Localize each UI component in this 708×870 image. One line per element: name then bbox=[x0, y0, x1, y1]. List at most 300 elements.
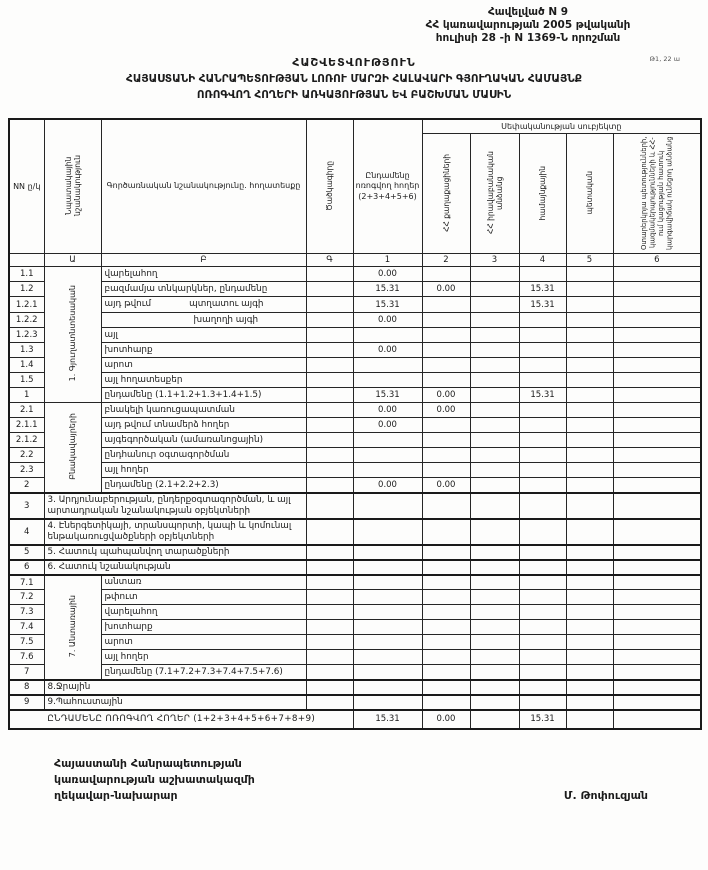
value-cell bbox=[353, 373, 422, 388]
subject-column-header bbox=[566, 134, 613, 254]
value-cell bbox=[566, 328, 613, 343]
value-cell bbox=[353, 590, 422, 605]
value-cell bbox=[519, 695, 566, 710]
land-type-label: խաղողի այգի bbox=[101, 313, 306, 328]
land-type-label: այլ հողատեսքեր bbox=[101, 373, 306, 388]
value-cell bbox=[566, 297, 613, 313]
value-cell bbox=[519, 650, 566, 665]
value-cell bbox=[519, 433, 566, 448]
row-number: 1 bbox=[9, 388, 44, 403]
col-header-purpose bbox=[44, 119, 101, 254]
row-number: 7.1 bbox=[9, 575, 44, 590]
subject-column-header bbox=[613, 134, 701, 254]
table-row bbox=[9, 560, 701, 575]
value-cell bbox=[422, 620, 470, 635]
land-type-label: 5. Հատուկ պահպանվող տարածքների bbox=[44, 545, 306, 560]
value-cell bbox=[470, 373, 519, 388]
table-row bbox=[9, 493, 701, 519]
value-cell bbox=[519, 620, 566, 635]
code-cell bbox=[306, 493, 353, 519]
value-cell bbox=[613, 710, 701, 729]
signatory-line: Հայաստանի Հանրապետության bbox=[54, 756, 242, 770]
value-cell bbox=[470, 710, 519, 729]
signature-name: Մ. Թոփուզյան bbox=[563, 788, 648, 802]
table-row bbox=[9, 650, 701, 665]
code-cell bbox=[306, 313, 353, 328]
appendix-block bbox=[358, 6, 698, 45]
col-header-total: Ընդամենը ոռոգվող հողեր (2+3+4+5+6) bbox=[353, 119, 422, 254]
row-number: 1.2 bbox=[9, 282, 44, 297]
value-cell bbox=[353, 695, 422, 710]
value-cell bbox=[519, 635, 566, 650]
value-cell bbox=[566, 403, 613, 418]
land-type-label: խոտհարք bbox=[101, 620, 306, 635]
appendix-line: հուլիսի 28 -ի N 1369-Ն որոշման bbox=[435, 32, 621, 45]
value-cell bbox=[519, 267, 566, 282]
value-cell bbox=[566, 267, 613, 282]
value-cell bbox=[519, 463, 566, 478]
value-cell bbox=[519, 313, 566, 328]
value-cell bbox=[353, 605, 422, 620]
code-cell bbox=[306, 343, 353, 358]
row-number: 1.4 bbox=[9, 358, 44, 373]
value-cell bbox=[422, 267, 470, 282]
value-cell bbox=[566, 463, 613, 478]
col-header-purpose-label: Նպատակային նշանակություն bbox=[63, 155, 82, 217]
subject-column-header bbox=[470, 134, 519, 254]
code-cell bbox=[306, 388, 353, 403]
value-cell bbox=[470, 635, 519, 650]
value-cell bbox=[613, 403, 701, 418]
column-key: Գ bbox=[306, 254, 353, 267]
table-row bbox=[9, 297, 701, 313]
value-cell bbox=[566, 575, 613, 590]
column-key: 2 bbox=[422, 254, 470, 267]
column-key: 5 bbox=[566, 254, 613, 267]
value-cell bbox=[470, 282, 519, 297]
value-cell bbox=[422, 343, 470, 358]
value-cell: 0.00 bbox=[353, 403, 422, 418]
code-cell bbox=[306, 545, 353, 560]
value-cell bbox=[566, 448, 613, 463]
value-cell: 0.00 bbox=[422, 710, 470, 729]
value-cell bbox=[470, 575, 519, 590]
appendix-line: Հավելված N 9 bbox=[487, 6, 569, 18]
value-cell bbox=[470, 560, 519, 575]
section-label bbox=[44, 575, 101, 680]
value-cell bbox=[566, 710, 613, 729]
subject-column-label: ՀՀ քաղաքացիների bbox=[441, 153, 451, 232]
row-number: 2.1 bbox=[9, 403, 44, 418]
value-cell bbox=[566, 650, 613, 665]
handwritten-note: Թ1, 22 ա bbox=[649, 55, 680, 64]
table-row bbox=[9, 403, 701, 418]
code-cell bbox=[306, 650, 353, 665]
land-type-label: վարելահող bbox=[101, 267, 306, 282]
value-cell bbox=[422, 665, 470, 680]
value-cell: 0.00 bbox=[353, 343, 422, 358]
value-cell bbox=[353, 519, 422, 545]
title-line-2: ՈՌՈԳՎՈՂ ՀՈՂԵՐԻ ԱՌԿԱՅՈՒԹՅԱՆ ԵՎ ԲԱՇԽՄԱՆ ՄԱՍԻՆ bbox=[196, 89, 512, 102]
land-type-label: անտառ bbox=[101, 575, 306, 590]
code-cell bbox=[306, 478, 353, 493]
value-cell bbox=[470, 328, 519, 343]
value-cell bbox=[613, 605, 701, 620]
report-label: ՀԱՇՎԵՏՎՈՒԹՅՈՒՆ bbox=[292, 56, 416, 70]
column-key: Ա bbox=[44, 254, 101, 267]
value-cell bbox=[353, 575, 422, 590]
table-row bbox=[9, 680, 701, 695]
row-number: 1.2.3 bbox=[9, 328, 44, 343]
value-cell bbox=[613, 635, 701, 650]
value-cell bbox=[470, 463, 519, 478]
table-row bbox=[9, 448, 701, 463]
value-cell bbox=[422, 545, 470, 560]
value-cell bbox=[470, 493, 519, 519]
row-number: 9 bbox=[9, 695, 44, 710]
value-cell bbox=[613, 448, 701, 463]
value-cell: 0.00 bbox=[422, 403, 470, 418]
land-type-label-part: պտղատու այգի bbox=[189, 299, 264, 310]
row-number: 2.2 bbox=[9, 448, 44, 463]
value-cell bbox=[422, 605, 470, 620]
code-cell bbox=[306, 282, 353, 297]
value-cell bbox=[470, 267, 519, 282]
value-cell bbox=[470, 433, 519, 448]
code-cell bbox=[306, 267, 353, 282]
value-cell bbox=[613, 620, 701, 635]
value-cell bbox=[566, 433, 613, 448]
land-type-label: արոտ bbox=[101, 635, 306, 650]
column-key: 4 bbox=[519, 254, 566, 267]
appendix-line: ՀՀ կառավարության 2005 թվականի bbox=[425, 19, 631, 32]
value-cell bbox=[422, 448, 470, 463]
subject-column-label: Օտարերկրյա պետությունների, կազմակերպությունների և ՀՀ-ում կացության հատուկ կարգավիճակ ունեցող անձանց bbox=[639, 136, 674, 250]
value-cell bbox=[470, 695, 519, 710]
report-title bbox=[0, 72, 708, 104]
value-cell bbox=[613, 575, 701, 590]
table-row bbox=[9, 358, 701, 373]
value-cell bbox=[566, 478, 613, 493]
col-header-nn: NN ը/կ bbox=[9, 119, 44, 254]
value-cell bbox=[613, 358, 701, 373]
value-cell bbox=[353, 493, 422, 519]
value-cell bbox=[566, 373, 613, 388]
table-row bbox=[9, 710, 701, 729]
value-cell bbox=[353, 545, 422, 560]
column-key: 6 bbox=[613, 254, 701, 267]
code-cell bbox=[306, 575, 353, 590]
row-number: 7.5 bbox=[9, 635, 44, 650]
value-cell bbox=[613, 478, 701, 493]
land-type-label: 9.Պահուստային bbox=[44, 695, 306, 710]
value-cell bbox=[566, 313, 613, 328]
table-row bbox=[9, 478, 701, 493]
value-cell bbox=[470, 448, 519, 463]
value-cell bbox=[470, 403, 519, 418]
value-cell bbox=[613, 282, 701, 297]
value-cell bbox=[519, 605, 566, 620]
land-type-label: այլ հողեր bbox=[101, 650, 306, 665]
code-cell bbox=[306, 635, 353, 650]
value-cell bbox=[519, 478, 566, 493]
land-type-label: այլ հողեր bbox=[101, 463, 306, 478]
group-header-ownership: Սեփականության սուբյեկտը bbox=[422, 119, 701, 134]
value-cell bbox=[422, 493, 470, 519]
table-body bbox=[9, 267, 701, 729]
col-header-code bbox=[306, 119, 353, 254]
subject-column-label: ՀՀ իրավաբանական անձանց bbox=[485, 151, 504, 235]
value-cell bbox=[353, 560, 422, 575]
value-cell bbox=[470, 358, 519, 373]
row-number: 6 bbox=[9, 560, 44, 575]
value-cell bbox=[613, 297, 701, 313]
value-cell bbox=[422, 328, 470, 343]
signatory-line: ղեկավար-նախարար bbox=[54, 788, 178, 802]
value-cell bbox=[470, 545, 519, 560]
code-cell bbox=[306, 448, 353, 463]
land-type-label: 6. Հատուկ նշանակության bbox=[44, 560, 306, 575]
land-type-label: վարելահող bbox=[101, 605, 306, 620]
row-number: 1.1 bbox=[9, 267, 44, 282]
land-type-label: այդ թվում տնամերձ հողեր bbox=[101, 418, 306, 433]
value-cell bbox=[470, 680, 519, 695]
value-cell bbox=[566, 635, 613, 650]
table-row bbox=[9, 590, 701, 605]
table-row bbox=[9, 388, 701, 403]
code-cell bbox=[306, 358, 353, 373]
value-cell bbox=[422, 358, 470, 373]
value-cell bbox=[519, 373, 566, 388]
row-number: 7 bbox=[9, 665, 44, 680]
value-cell bbox=[353, 650, 422, 665]
code-cell bbox=[306, 605, 353, 620]
value-cell bbox=[613, 680, 701, 695]
row-number: 3 bbox=[9, 493, 44, 519]
table-row bbox=[9, 545, 701, 560]
value-cell bbox=[566, 590, 613, 605]
row-number: 1.5 bbox=[9, 373, 44, 388]
value-cell bbox=[470, 478, 519, 493]
value-cell bbox=[422, 575, 470, 590]
value-cell bbox=[353, 620, 422, 635]
value-cell bbox=[353, 635, 422, 650]
value-cell bbox=[519, 358, 566, 373]
value-cell bbox=[519, 519, 566, 545]
value-cell bbox=[470, 590, 519, 605]
value-cell: 0.00 bbox=[353, 478, 422, 493]
value-cell bbox=[613, 665, 701, 680]
table-row bbox=[9, 373, 701, 388]
value-cell bbox=[422, 635, 470, 650]
title-line-1: ՀԱՅԱՍՏԱՆԻ ՀԱՆՐԱՊԵՏՈՒԹՅԱՆ ԼՈՌՈՒ ՄԱՐԶԻ ՀԱԼԱՎԱՐԻ ԳՅՈՒՂԱԿԱՆ ՀԱՄԱՅՆՔ bbox=[125, 73, 583, 86]
col-header-functional: Գործառնական նշանակությունը. հողատեսքը bbox=[101, 119, 306, 254]
value-cell bbox=[613, 545, 701, 560]
value-cell: 15.31 bbox=[519, 388, 566, 403]
value-cell bbox=[422, 560, 470, 575]
code-cell bbox=[306, 328, 353, 343]
value-cell bbox=[422, 418, 470, 433]
value-cell bbox=[519, 343, 566, 358]
value-cell bbox=[519, 680, 566, 695]
table-row bbox=[9, 620, 701, 635]
value-cell bbox=[353, 433, 422, 448]
value-cell bbox=[470, 343, 519, 358]
value-cell bbox=[613, 695, 701, 710]
value-cell bbox=[422, 680, 470, 695]
column-key-row bbox=[9, 254, 701, 267]
value-cell: 0.00 bbox=[422, 282, 470, 297]
row-number: 2 bbox=[9, 478, 44, 493]
table-row bbox=[9, 433, 701, 448]
row-number: 7.6 bbox=[9, 650, 44, 665]
code-cell bbox=[306, 620, 353, 635]
value-cell: 15.31 bbox=[353, 710, 422, 729]
row-number: 1.2.1 bbox=[9, 297, 44, 313]
value-cell bbox=[613, 328, 701, 343]
value-cell bbox=[519, 448, 566, 463]
value-cell bbox=[613, 519, 701, 545]
land-type-label bbox=[102, 297, 306, 312]
table-row bbox=[9, 575, 701, 590]
value-cell bbox=[613, 560, 701, 575]
code-cell bbox=[306, 433, 353, 448]
row-number: 2.1.1 bbox=[9, 418, 44, 433]
value-cell: 15.31 bbox=[353, 388, 422, 403]
section-label-text: 1. Գյուղատնտեսական bbox=[67, 285, 77, 382]
code-cell bbox=[306, 665, 353, 680]
value-cell bbox=[353, 448, 422, 463]
column-key bbox=[9, 254, 44, 267]
subject-column-header bbox=[422, 134, 470, 254]
value-cell bbox=[353, 358, 422, 373]
value-cell bbox=[353, 665, 422, 680]
row-number: 7.4 bbox=[9, 620, 44, 635]
value-cell bbox=[470, 519, 519, 545]
value-cell bbox=[566, 560, 613, 575]
subject-column-header bbox=[519, 134, 566, 254]
value-cell bbox=[519, 403, 566, 418]
signatory-line: կառավարության աշխատակազմի bbox=[54, 772, 255, 786]
land-type-label: ընդամենը (7.1+7.2+7.3+7.4+7.5+7.6) bbox=[101, 665, 306, 680]
irrigated-lands-table bbox=[8, 118, 702, 730]
value-cell bbox=[566, 620, 613, 635]
value-cell: 0.00 bbox=[353, 418, 422, 433]
section-label bbox=[44, 267, 101, 403]
land-type-label-part: այդ թվում bbox=[104, 299, 152, 310]
column-key: 3 bbox=[470, 254, 519, 267]
value-cell bbox=[470, 388, 519, 403]
value-cell bbox=[566, 665, 613, 680]
table-row bbox=[9, 328, 701, 343]
value-cell bbox=[470, 418, 519, 433]
value-cell bbox=[519, 590, 566, 605]
row-number: 2.1.2 bbox=[9, 433, 44, 448]
value-cell bbox=[353, 328, 422, 343]
row-number: 1.3 bbox=[9, 343, 44, 358]
value-cell bbox=[566, 519, 613, 545]
table-row bbox=[9, 635, 701, 650]
value-cell bbox=[613, 433, 701, 448]
value-cell bbox=[613, 343, 701, 358]
column-key: 1 bbox=[353, 254, 422, 267]
section-label bbox=[44, 403, 101, 493]
value-cell bbox=[613, 418, 701, 433]
table-row bbox=[9, 519, 701, 545]
land-type-label: 4. Էներգետիկայի, տրանսպորտի, կապի և կոմունալ ենթակառուցվածքների օբյեկտների bbox=[44, 519, 306, 545]
row-number: 4 bbox=[9, 519, 44, 545]
value-cell bbox=[519, 665, 566, 680]
value-cell bbox=[422, 313, 470, 328]
value-cell: 15.31 bbox=[519, 710, 566, 729]
value-cell bbox=[566, 418, 613, 433]
value-cell bbox=[353, 680, 422, 695]
table-row bbox=[9, 463, 701, 478]
value-cell bbox=[422, 463, 470, 478]
value-cell bbox=[519, 493, 566, 519]
value-cell: 0.00 bbox=[353, 267, 422, 282]
subject-column-label: պետական bbox=[585, 171, 594, 215]
value-cell bbox=[519, 328, 566, 343]
code-cell bbox=[306, 695, 353, 710]
value-cell bbox=[519, 418, 566, 433]
value-cell bbox=[613, 650, 701, 665]
land-type-label: այգեգործական (ամառանոցային) bbox=[101, 433, 306, 448]
value-cell bbox=[422, 590, 470, 605]
code-cell bbox=[306, 418, 353, 433]
row-number: 7.3 bbox=[9, 605, 44, 620]
column-key: Բ bbox=[101, 254, 306, 267]
land-type-label: ընդամենը (1.1+1.2+1.3+1.4+1.5) bbox=[101, 388, 306, 403]
land-type-label: 3. Արդյունաբերության, ընդերքօգտագործման, և այլ արտադրական նշանակության օբյեկտների bbox=[44, 493, 306, 519]
col-header-code-label: Ծածկագիրը bbox=[325, 160, 334, 211]
value-cell bbox=[470, 650, 519, 665]
value-cell bbox=[566, 695, 613, 710]
value-cell bbox=[422, 297, 470, 313]
value-cell: 0.00 bbox=[422, 478, 470, 493]
section-label-text: Բնակավայրերի bbox=[67, 412, 77, 480]
value-cell bbox=[613, 313, 701, 328]
value-cell: 0.00 bbox=[353, 313, 422, 328]
value-cell: 15.31 bbox=[353, 297, 422, 313]
code-cell bbox=[306, 590, 353, 605]
value-cell bbox=[422, 650, 470, 665]
section-label-text: 7. Անտառային bbox=[67, 594, 77, 657]
value-cell bbox=[613, 493, 701, 519]
value-cell: 0.00 bbox=[422, 388, 470, 403]
land-type-label: այլ bbox=[101, 328, 306, 343]
code-cell bbox=[306, 680, 353, 695]
value-cell bbox=[353, 463, 422, 478]
footer bbox=[54, 756, 648, 804]
table-row bbox=[9, 605, 701, 620]
value-cell bbox=[566, 605, 613, 620]
code-cell bbox=[306, 463, 353, 478]
land-type-label: խոտհարք bbox=[101, 343, 306, 358]
table-row bbox=[9, 343, 701, 358]
land-type-label: արոտ bbox=[101, 358, 306, 373]
code-cell bbox=[306, 403, 353, 418]
code-cell bbox=[306, 297, 353, 313]
value-cell bbox=[470, 665, 519, 680]
value-cell bbox=[613, 388, 701, 403]
value-cell bbox=[470, 297, 519, 313]
value-cell bbox=[519, 560, 566, 575]
land-type-label: բնակելի կառուցապատման bbox=[101, 403, 306, 418]
table-row bbox=[9, 665, 701, 680]
value-cell bbox=[519, 575, 566, 590]
value-cell bbox=[566, 282, 613, 297]
